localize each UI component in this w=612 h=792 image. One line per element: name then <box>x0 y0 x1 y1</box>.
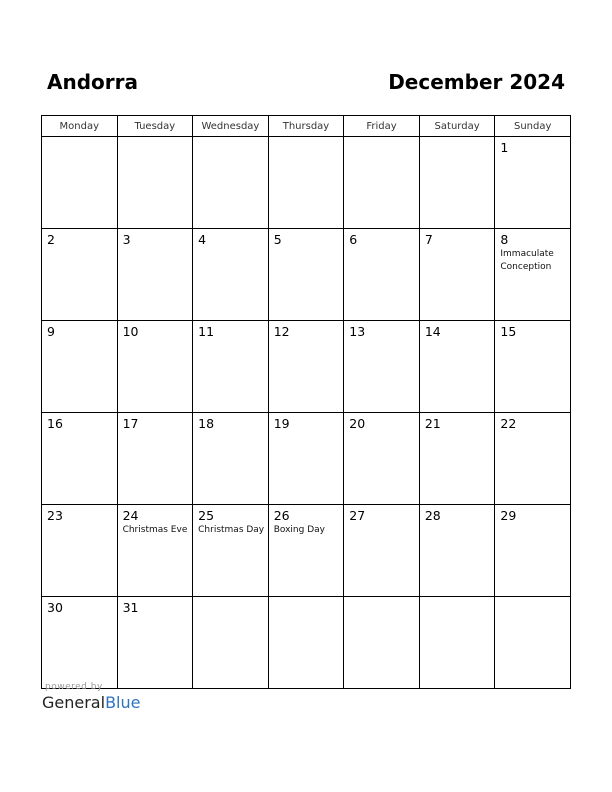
day-number: 25 <box>198 508 215 523</box>
day-number: 24 <box>122 508 139 523</box>
day-number: 27 <box>349 508 366 523</box>
day-number: 12 <box>273 324 290 339</box>
holiday-label: Christmas Day <box>198 525 265 535</box>
day-cell <box>193 413 269 505</box>
day-cell <box>117 597 193 689</box>
day-number: 3 <box>122 232 131 247</box>
day-number: 23 <box>47 508 63 523</box>
day-cell <box>344 505 420 597</box>
day-cell <box>42 229 118 321</box>
day-cell <box>117 413 193 505</box>
day-cell <box>344 321 420 413</box>
day-number: 31 <box>122 600 139 615</box>
day-number: 5 <box>273 232 282 247</box>
day-number: 15 <box>500 324 517 339</box>
week-row <box>42 505 571 597</box>
day-cell <box>193 229 269 321</box>
day-cell <box>268 137 344 229</box>
day-number: 8 <box>500 232 509 247</box>
month-year-title: December 2024 <box>388 70 565 94</box>
day-cell <box>419 413 495 505</box>
day-number: 7 <box>424 232 433 247</box>
day-cell <box>117 505 193 597</box>
day-cell <box>193 137 269 229</box>
day-cell <box>495 229 571 321</box>
day-number: 28 <box>424 508 441 523</box>
day-cell <box>117 321 193 413</box>
day-number: 4 <box>198 232 207 247</box>
day-number: 21 <box>424 416 441 431</box>
weekday-monday: Monday <box>42 116 118 137</box>
country-title: Andorra <box>47 70 138 94</box>
day-number: 14 <box>424 324 441 339</box>
weekday-saturday: Saturday <box>419 116 495 137</box>
day-number: 16 <box>47 416 63 431</box>
week-row <box>42 321 571 413</box>
weekday-tuesday: Tuesday <box>117 116 193 137</box>
day-cell <box>495 321 571 413</box>
day-cell <box>344 229 420 321</box>
weekday-friday: Friday <box>344 116 420 137</box>
generalblue-logo[interactable] <box>42 693 140 712</box>
day-cell <box>268 413 344 505</box>
powered-by-label: powered by <box>45 682 103 692</box>
weekday-wednesday: Wednesday <box>193 116 269 137</box>
week-row <box>42 229 571 321</box>
day-cell <box>344 597 420 689</box>
day-cell <box>42 321 118 413</box>
day-number: 19 <box>273 416 290 431</box>
day-number: 11 <box>198 324 215 339</box>
day-number: 1 <box>500 140 509 155</box>
day-cell <box>268 505 344 597</box>
weekday-header-row <box>42 116 571 137</box>
day-number: 22 <box>500 416 517 431</box>
day-number: 20 <box>349 416 366 431</box>
day-cell <box>419 505 495 597</box>
day-cell <box>419 229 495 321</box>
day-number: 6 <box>349 232 358 247</box>
day-number: 9 <box>47 324 55 339</box>
holiday-label: Boxing Day <box>273 525 325 535</box>
day-number: 13 <box>349 324 366 339</box>
day-cell <box>344 137 420 229</box>
day-cell <box>419 137 495 229</box>
weekday-sunday: Sunday <box>495 116 571 137</box>
day-number: 30 <box>47 600 63 615</box>
week-row <box>42 137 571 229</box>
day-cell <box>268 229 344 321</box>
day-cell <box>193 505 269 597</box>
day-cell <box>495 597 571 689</box>
day-cell <box>42 597 118 689</box>
day-cell <box>117 229 193 321</box>
day-cell <box>42 137 118 229</box>
day-cell <box>193 597 269 689</box>
day-cell <box>419 321 495 413</box>
day-cell <box>268 321 344 413</box>
week-row <box>42 413 571 505</box>
day-cell <box>42 505 118 597</box>
day-number: 29 <box>500 508 517 523</box>
day-cell <box>193 321 269 413</box>
day-cell <box>344 413 420 505</box>
day-number: 10 <box>122 324 139 339</box>
day-number: 17 <box>122 416 139 431</box>
day-number: 26 <box>273 508 290 523</box>
calendar-grid <box>41 115 571 689</box>
brand-blue-text: Blue <box>105 693 141 712</box>
day-cell <box>42 413 118 505</box>
day-cell <box>495 505 571 597</box>
day-cell <box>117 137 193 229</box>
week-row <box>42 597 571 689</box>
day-cell <box>495 137 571 229</box>
day-number: 2 <box>47 232 55 247</box>
holiday-label: Immaculate Conception <box>500 249 554 272</box>
day-number: 18 <box>198 416 215 431</box>
day-cell <box>495 413 571 505</box>
calendar-body <box>42 137 571 689</box>
day-cell <box>268 597 344 689</box>
weekday-thursday: Thursday <box>268 116 344 137</box>
holiday-label: Christmas Eve <box>122 525 188 535</box>
day-cell <box>419 597 495 689</box>
brand-general-text: General <box>42 693 106 712</box>
